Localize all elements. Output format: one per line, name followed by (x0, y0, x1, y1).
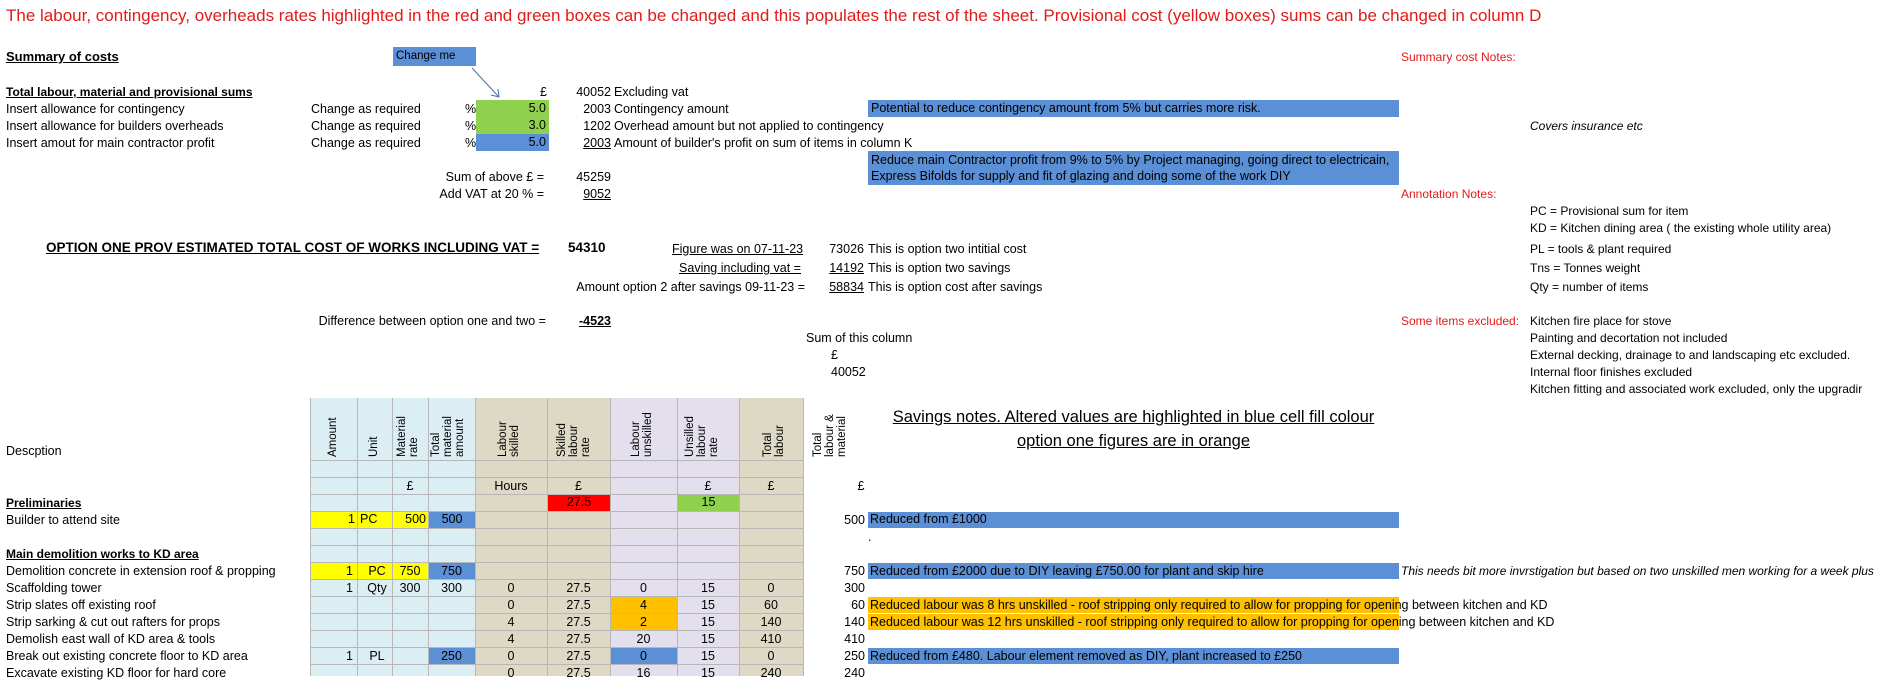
contingency-note: Contingency amount (614, 102, 729, 116)
saving-note-text: Reduced from £1000 (870, 512, 987, 526)
contingency-amount: 2003 (583, 102, 611, 116)
row-total: 410 (844, 632, 865, 646)
unit-value: PC (360, 512, 378, 526)
excluded-item: Kitchen fire place for stove (1530, 314, 1672, 328)
amount-value: 1 (348, 512, 355, 526)
labour-unskilled-value: 2 (640, 615, 647, 629)
header-unskilled-rate: Unsilled labour rate (684, 416, 720, 457)
annotation-pc: PC = Provisional sum for item (1530, 204, 1689, 218)
rate-cell[interactable] (393, 512, 428, 528)
labour-unskilled-value: 20 (636, 632, 651, 646)
profit-amount: 2003 (583, 136, 611, 150)
header-amount: Amount (327, 417, 339, 457)
profit-blue-note-line1: Reduce main Contractor profit from 9% to 5% by Project managing, going direct to electricain, (871, 153, 1390, 167)
skilled-rate-value: 27.5 (566, 495, 592, 509)
pound-sign: £ (540, 85, 547, 99)
rate-value: 500 (405, 512, 426, 526)
header-total-labour: Total labour (762, 425, 786, 457)
annotation-kd: KD = Kitchen dining area ( the existing whole utility area) (1530, 221, 1832, 235)
pointer-arrow-icon (470, 66, 504, 102)
total-labour-value: 0 (767, 581, 775, 595)
annotation-notes-label: Annotation Notes: (1401, 187, 1497, 201)
unit-labour-skilled: Hours (494, 479, 528, 493)
header-skilled-rate: Skilled labour rate (556, 423, 592, 457)
skilled-rate-value: 27.5 (566, 615, 591, 629)
overheads-note: Overhead amount but not applied to contingency (614, 119, 884, 133)
unskilled-rate-value: 15 (701, 615, 715, 629)
row-description: Strip slates off existing roof (6, 598, 156, 612)
unskilled-rate-input[interactable] (678, 495, 739, 511)
saving-note-text: Reduced labour was 12 hrs unskilled - roof stripping only required to allow for propping for opening between kitchen and KD (870, 615, 1555, 629)
saving-note-cell (868, 512, 1399, 528)
labour-skilled-value: 0 (507, 581, 515, 595)
total-material-value: 300 (441, 581, 462, 595)
row-description: Demolition concrete in extension roof & propping (6, 564, 276, 578)
row-description: Excavate existing KD floor for hard core (6, 666, 227, 680)
figure-was-value: 73026 (829, 242, 864, 256)
unskilled-rate-value: 15 (701, 598, 715, 612)
overheads-unit: % (465, 119, 477, 133)
profit-rate-cell[interactable] (476, 134, 549, 151)
header-total-material: Total material amount (430, 416, 466, 457)
total-labour-value: 0 (767, 649, 775, 663)
row-total: 240 (844, 666, 865, 680)
annotation-pl: PL = tools & plant required (1530, 242, 1672, 256)
figure-was-note: This is option two intitial cost (868, 242, 1027, 256)
after-savings-value: 58834 (829, 280, 864, 294)
contingency-blue-note (868, 100, 1399, 117)
difference-value: -4523 (579, 314, 611, 328)
row-description: Builder to attend site (6, 513, 120, 527)
summary-title: Summary of costs (6, 49, 119, 64)
skilled-rate-value: 27.5 (566, 598, 591, 612)
labour-unskilled-value: 0 (640, 581, 647, 595)
annotation-qty: Qty = number of items (1530, 280, 1649, 294)
labour-skilled-value: 4 (507, 615, 515, 629)
profit-note: Amount of builder's profit on sum of items in column K (614, 136, 913, 150)
annotation-tns: Tns = Tonnes weight (1530, 261, 1641, 275)
labour-skilled-value: 4 (507, 632, 515, 646)
excluded-label: Some items excluded: (1401, 314, 1520, 328)
row-description: Scaffolding tower (6, 581, 102, 595)
covers-note: Covers insurance etc (1530, 119, 1643, 133)
change-me-box[interactable] (393, 47, 476, 66)
unit-unskilled-rate: £ (704, 479, 712, 493)
row-total: 750 (844, 564, 865, 578)
skilled-rate-value: 27.5 (566, 581, 591, 595)
overheads-rate-cell[interactable] (476, 117, 549, 134)
labour-unskilled-value: 16 (636, 666, 651, 680)
after-savings-note: This is option cost after savings (868, 280, 1043, 294)
header-labour-unskilled: Labour unskilled (630, 412, 654, 457)
vat-label: Add VAT at 20 % = (439, 187, 544, 201)
rate-value: 300 (399, 581, 421, 595)
labour-skilled-value: 0 (507, 649, 515, 663)
sum-column-value: 40052 (831, 365, 866, 379)
unit-value: Qty (367, 581, 387, 595)
vat-value: 9052 (583, 187, 611, 201)
row-description: Strip sarking & cut out rafters for props (6, 615, 220, 629)
total-labour-value: 240 (760, 666, 782, 680)
saving-note-text: Reduced from £2000 due to DIY leaving £750.00 for plant and skip hire (870, 564, 1264, 578)
saving-note-text: Reduced from £480. Labour element removed as DIY, plant increased to £250 (870, 649, 1302, 663)
option-one-heading: OPTION ONE PROV ESTIMATED TOTAL COST OF WORKS INCLUDING VAT = (46, 240, 540, 255)
after-savings-label: Amount option 2 after savings 09-11-23 = (576, 280, 805, 294)
sum-label: Sum of above £ = (445, 170, 544, 184)
overheads-label: Insert allowance for builders overheads (6, 119, 224, 133)
contingency-blue-note-text: Potential to reduce contingency amount from 5% but carries more risk. (871, 101, 1261, 115)
option-one-total: 54310 (568, 240, 606, 255)
amount-value: 1 (346, 649, 353, 663)
unskilled-rate-value: 15 (701, 495, 716, 509)
header-unit: Unit (368, 436, 380, 457)
unit-cell[interactable] (358, 512, 392, 528)
excluded-item: External decking, drainage to and landscaping etc excluded. (1530, 348, 1851, 362)
unskilled-rate-value: 15 (701, 649, 715, 663)
profit-blue-note (868, 151, 1399, 185)
contingency-unit: % (465, 102, 477, 116)
total-labour-value: 410 (760, 632, 782, 646)
change-me-label: Change me (396, 50, 456, 62)
savings-notes-subtitle: option one figures are in orange (1017, 432, 1250, 450)
total-material-value: 250 (441, 649, 462, 663)
profit-change: Change as required (311, 136, 421, 150)
contingency-rate: 5.0 (528, 101, 546, 115)
profit-unit: % (465, 136, 477, 150)
skilled-rate-value: 27.5 (566, 649, 591, 663)
skilled-rate-value: 27.5 (566, 632, 591, 646)
overheads-amount: 1202 (583, 119, 611, 133)
total-material-value: 750 (441, 564, 462, 578)
unskilled-rate-value: 15 (701, 581, 715, 595)
dot-mark: . (868, 530, 872, 544)
savings-notes-title: Savings notes. Altered values are highlighted in blue cell fill colour (892, 408, 1375, 426)
total-material-cell[interactable] (429, 512, 475, 528)
description-header: Descption (6, 444, 62, 458)
total-note: Excluding vat (614, 85, 689, 99)
sum-column-pound: £ (831, 348, 838, 362)
row-description: Break out existing concrete floor to KD area (6, 649, 248, 663)
row-total: 300 (844, 581, 865, 595)
unit-total-labour: £ (767, 479, 775, 493)
unit-total: £ (857, 479, 865, 493)
demolition-heading: Main demolition works to KD area (6, 547, 199, 561)
row-description: Demolish east wall of KD area & tools (6, 632, 216, 646)
contingency-change: Change as required (311, 102, 421, 116)
header-labour-skilled: Labour skilled (497, 421, 521, 457)
row-total: 250 (844, 649, 865, 663)
profit-blue-note-line2: Express Bifolds for supply and fit of glazing and doing some of the work DIY (871, 169, 1291, 183)
row-total: 500 (844, 513, 865, 527)
total-labour-value: 140 (760, 615, 782, 629)
row-total: 140 (844, 615, 865, 629)
profit-label: Insert amout for main contractor profit (6, 136, 215, 150)
unit-material-rate: £ (406, 479, 414, 493)
summary-notes-label: Summary cost Notes: (1401, 50, 1516, 64)
unit-value: PC (368, 564, 386, 578)
excluded-item: Kitchen fitting and associated work excluded, only the upgradir (1530, 382, 1863, 396)
header-total-labour-material: Total labour & material (812, 414, 848, 457)
side-note: This needs bit more invrstigation but based on two unskilled men working for a week plus (1401, 564, 1874, 578)
rate-value: 750 (399, 564, 421, 578)
overheads-change: Change as required (311, 119, 421, 133)
profit-rate: 5.0 (528, 135, 546, 149)
unskilled-rate-value: 15 (701, 632, 715, 646)
amount-cell[interactable] (311, 512, 357, 528)
contingency-rate-cell[interactable] (476, 100, 549, 117)
unit-value: PL (369, 649, 385, 663)
header-material-rate: Material rate (396, 416, 420, 457)
excluded-item: Painting and decortation not included (1530, 331, 1728, 345)
contingency-label: Insert allowance for contingency (6, 102, 185, 116)
row-total: 60 (851, 598, 865, 612)
sum-column-label: Sum of this column (806, 331, 913, 345)
labour-unskilled-value: 0 (640, 649, 647, 663)
saving-note-text: Reduced labour was 8 hrs unskilled - roof stripping only required to allow for propping for opening between kitchen and KD (870, 598, 1548, 612)
total-material-value: 500 (441, 512, 463, 526)
saving-value: 14192 (829, 261, 864, 275)
total-label: Total labour, material and provisional sums (6, 85, 253, 99)
amount-value: 1 (346, 581, 353, 595)
skilled-rate-value: 27.5 (566, 666, 591, 680)
unit-skilled-rate: £ (575, 479, 582, 493)
overheads-rate: 3.0 (528, 118, 546, 132)
total-labour-value: 60 (764, 598, 778, 612)
sum-value: 45259 (576, 170, 611, 184)
labour-skilled-value: 0 (507, 666, 515, 680)
saving-label: Saving including vat = (679, 261, 801, 275)
unskilled-rate-value: 15 (701, 666, 715, 680)
preliminaries-heading: Preliminaries (6, 496, 82, 510)
instruction-banner: The labour, contingency, overheads rates highlighted in the red and green boxes can be changed and this populates the rest of the sheet. Provisional cost (yellow boxes) sums can be changed in column D (6, 6, 1542, 25)
saving-note: This is option two savings (868, 261, 1011, 275)
figure-was-label: Figure was on 07-11-23 (672, 242, 804, 256)
difference-label: Difference between option one and two = (318, 314, 546, 328)
amount-value: 1 (346, 564, 353, 578)
excluded-item: Internal floor finishes excluded (1530, 365, 1693, 379)
total-value: 40052 (576, 85, 611, 99)
skilled-rate-input[interactable] (548, 495, 610, 511)
labour-skilled-value: 0 (507, 598, 515, 612)
labour-unskilled-value: 4 (640, 598, 647, 612)
